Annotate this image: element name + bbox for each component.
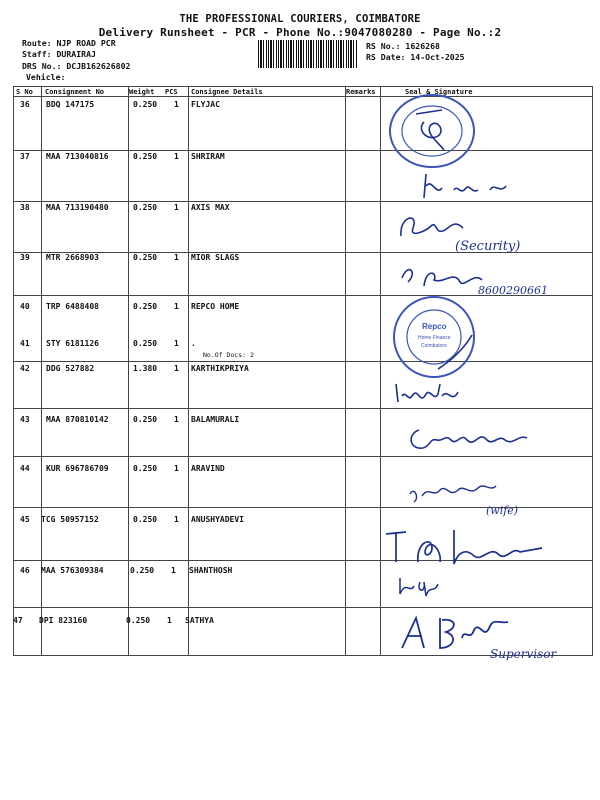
phone-note: 8600290661 — [478, 284, 548, 297]
row-pcs: 1 — [174, 302, 179, 311]
col-consignment: Consignment No — [45, 88, 105, 96]
vehicle-label: Vehicle: — [26, 72, 66, 82]
row-weight: 0.250 — [133, 302, 158, 311]
row-sno: 42 — [20, 364, 30, 373]
row-pcs: 1 — [174, 515, 179, 524]
company-title: THE PROFESSIONAL COURIERS, COIMBATORE — [179, 13, 421, 25]
row-pcs: 1 — [174, 203, 179, 212]
runsheet-table — [13, 86, 593, 656]
row-weight: 1.380 — [133, 364, 158, 373]
row-sno: 37 — [20, 152, 30, 161]
row-consignee: ARAVIND — [191, 464, 225, 473]
row-weight: 0.250 — [133, 100, 158, 109]
row-sno: 36 — [20, 100, 30, 109]
svg-text:Repco: Repco — [422, 322, 447, 331]
barcode — [258, 40, 358, 68]
row-pcs: 1 — [174, 415, 179, 424]
row-consignee: BALAMURALI — [191, 415, 240, 424]
row-pcs: 1 — [174, 364, 179, 373]
row-weight: 0.250 — [130, 566, 155, 575]
row-sno: 46 — [20, 566, 30, 575]
row-consignment: TCG 50957152 — [41, 515, 99, 524]
row-consignment: MTR 2668903 — [46, 253, 99, 262]
row-pcs: 1 — [171, 566, 176, 575]
row-consignee: REPCO HOME — [191, 302, 240, 311]
row-weight: 0.250 — [133, 253, 158, 262]
row-consignee: FLYJAC — [191, 100, 220, 109]
col-weight: Weight — [129, 88, 155, 96]
row-consignee: . — [191, 339, 196, 348]
row-sno: 38 — [20, 203, 30, 212]
row-weight: 0.250 — [126, 616, 151, 625]
row-consignment: DPI 823160 — [39, 616, 88, 625]
svg-text:Coimbatore: Coimbatore — [421, 343, 447, 349]
row-weight: 0.250 — [133, 415, 158, 424]
row-weight: 0.250 — [133, 339, 158, 348]
row-sno: 39 — [20, 253, 30, 262]
runsheet-subtitle: Delivery Runsheet - PCR - Phone No.:9047080280 - Page No.:2 — [98, 26, 502, 39]
row-consignment: MAA 870810142 — [46, 415, 109, 424]
row-consignee: SATHYA — [185, 616, 214, 625]
row-consignment: STY 6181126 — [46, 339, 99, 348]
supervisor-note: Supervisor — [490, 647, 557, 661]
row-consignment: TRP 6488408 — [46, 302, 99, 311]
row-consignee: SHANTHOSH — [189, 566, 233, 575]
staff-label: Staff: DURAIRAJ — [22, 49, 96, 59]
row-consignment: KUR 696786709 — [46, 464, 109, 473]
row-consignment: BDQ 147175 — [46, 100, 95, 109]
row-consignee: SHRIRAM — [191, 152, 225, 161]
row-consignee: ANUSHYADEVI — [191, 515, 244, 524]
row-pcs: 1 — [174, 464, 179, 473]
row-consignment: MAA 713040816 — [46, 152, 109, 161]
row-weight: 0.250 — [133, 152, 158, 161]
row-pcs: 1 — [174, 100, 179, 109]
col-pcs: PCS — [165, 88, 178, 96]
row-pcs: 1 — [174, 339, 179, 348]
row-weight: 0.250 — [133, 515, 158, 524]
security-note: (Security) — [455, 239, 521, 254]
row-sno: 47 — [13, 616, 23, 625]
row-sno: 45 — [20, 515, 30, 524]
route-label: Route: NJP ROAD PCR — [22, 38, 116, 48]
rs-number: RS No.: 1626268 — [366, 41, 440, 51]
row-consignee: KARTHIKPRIYA — [191, 364, 249, 373]
wife-note: (wife) — [486, 504, 519, 517]
row-pcs: 1 — [167, 616, 172, 625]
row-consignment: MAA 713190480 — [46, 203, 109, 212]
row-pcs: 1 — [174, 152, 179, 161]
row-weight: 0.250 — [133, 464, 158, 473]
row-consignee: AXIS MAX — [191, 203, 230, 212]
col-consignee: Consignee Details — [191, 88, 263, 96]
rs-date: RS Date: 14-Oct-2025 — [366, 52, 465, 62]
row-weight: 0.250 — [133, 203, 158, 212]
row-pcs: 1 — [174, 253, 179, 262]
row-consignee: MIOR SLAGS — [191, 253, 240, 262]
col-remarks: Remarks — [346, 88, 376, 96]
docs-count-note: No.Of Docs: 2 — [203, 351, 254, 359]
row-sno: 44 — [20, 464, 30, 473]
row-sno: 40 — [20, 302, 30, 311]
drs-label: DRS No.: DCJB162626802 — [22, 61, 131, 71]
col-seal-signature: Seal & Signature — [405, 88, 473, 96]
row-consignment: DDG 527882 — [46, 364, 95, 373]
row-sno: 41 — [20, 339, 30, 348]
svg-text:Home Finance: Home Finance — [418, 335, 451, 341]
row-sno: 43 — [20, 415, 30, 424]
row-consignment: MAA 576309384 — [41, 566, 104, 575]
col-sno: S No — [16, 88, 33, 96]
